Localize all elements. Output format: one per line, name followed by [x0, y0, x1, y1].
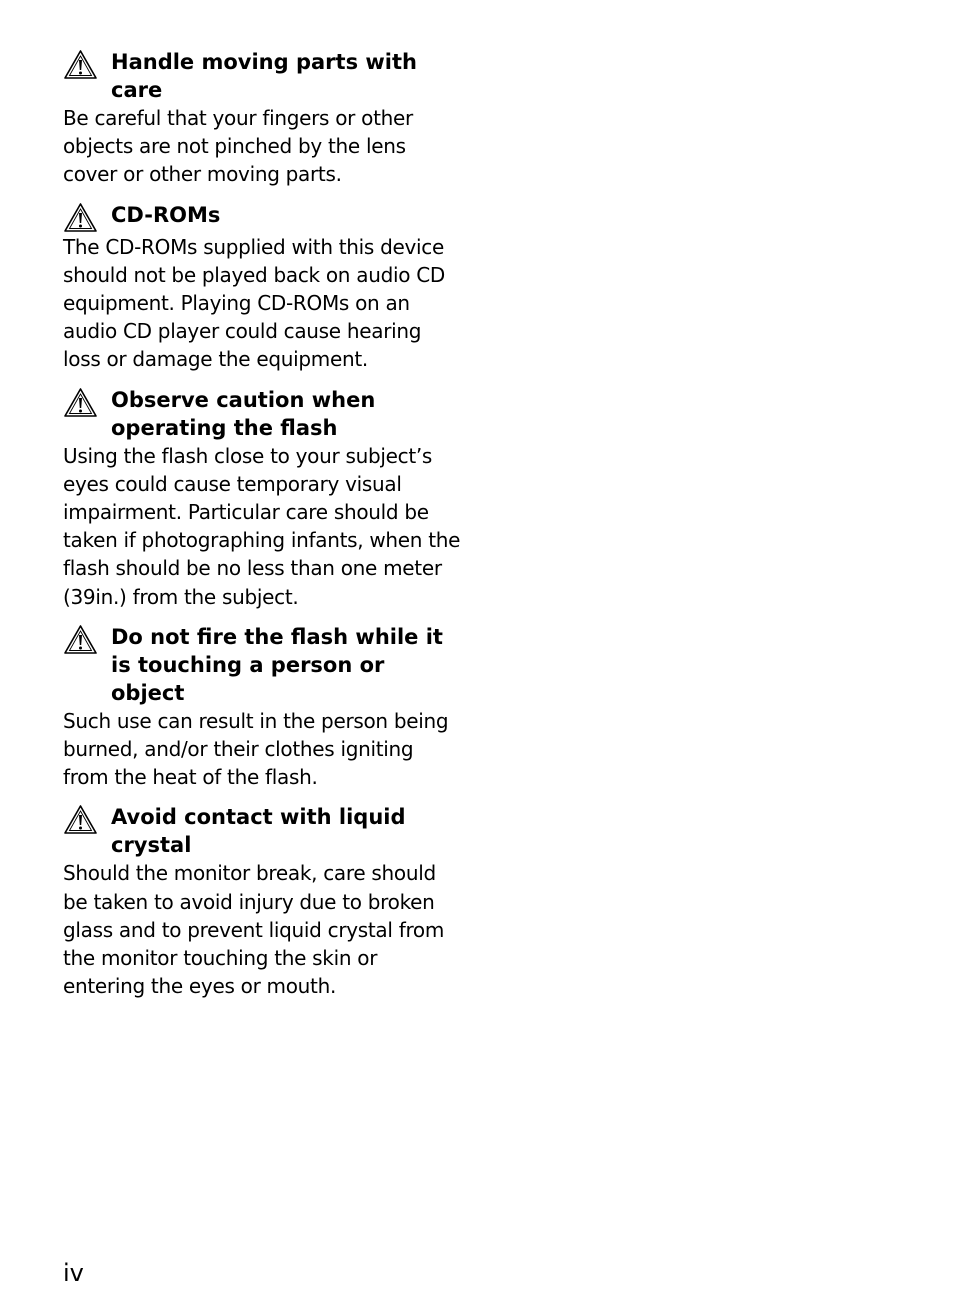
- warning-section-moving-parts: [63, 48, 463, 189]
- warning-body: Be careful that your fingers or other objects are not pinched by the lens cover or other moving parts.: [63, 106, 413, 187]
- warnings-column: [63, 48, 463, 1012]
- warning-section-flash-caution: [63, 386, 463, 611]
- warning-heading: Do not fire the flash while it is touching a person or object: [111, 624, 443, 705]
- warning-triangle-icon: [63, 624, 98, 655]
- warning-heading: Handle moving parts with care: [111, 50, 417, 102]
- warning-heading-row: [63, 201, 463, 233]
- warning-section-cd-roms: [63, 201, 463, 374]
- warning-body: Should the monitor break, care should be taken to avoid injury due to broken glass and to prevent liquid crystal from the monitor touching the skin or entering the eyes or mouth.: [63, 861, 445, 999]
- warning-heading-row: [63, 623, 463, 707]
- warning-body: Such use can result in the person being burned, and/or their clothes igniting from the heat of the flash.: [63, 708, 449, 790]
- page-number: iv: [63, 1259, 84, 1287]
- warning-heading: CD-ROMs: [111, 202, 221, 227]
- warning-heading: Observe caution when operating the flash: [111, 387, 376, 440]
- warning-section-flash-touching: [63, 623, 463, 792]
- warning-triangle-icon: [63, 804, 98, 835]
- warning-triangle-icon: [63, 49, 98, 80]
- warning-triangle-icon: [63, 387, 98, 418]
- warning-heading-row: [63, 48, 463, 104]
- warning-heading-row: [63, 803, 463, 859]
- warning-heading: Avoid contact with liquid crystal: [111, 805, 406, 858]
- warning-triangle-icon: [63, 202, 98, 233]
- warning-body: The CD-ROMs supplied with this device should not be played back on audio CD equipment. Playing CD-ROMs on an audio CD player could cause hearing loss or damage the equipment.: [63, 234, 445, 372]
- warning-heading-row: [63, 386, 463, 442]
- warning-body: Using the flash close to your subject’s eyes could cause temporary visual impairment. Particular care should be taken if photographing infants, when the flash should be no less than one meter (39in.) from the subject.: [63, 443, 461, 609]
- warning-section-liquid-crystal: [63, 803, 463, 1000]
